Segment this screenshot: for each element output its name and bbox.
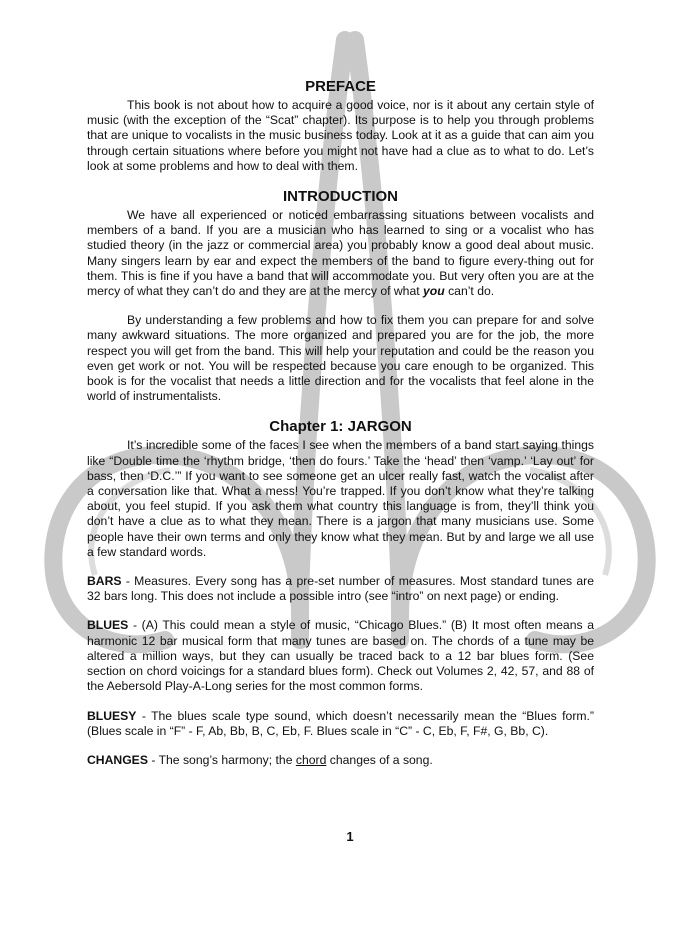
glossary-definition: - (A) This could mean a style of music, “Chicago Blues.” (B) It most often means a harmonic 12 bar musical form that many tunes are based on. The chords of a tune may be altered a million ways, but they can usually be traced back to a 12 bar blues form. (See section on chord voicings for a standard blues form). Check out Volumes 2, 42, 57, and 88 of the Aebersold Play-A-Long series for the most common forms. — [87, 618, 594, 694]
glossary-entry-bluesy — [87, 709, 594, 739]
glossary-term: BLUES — [87, 618, 129, 633]
chapter-1-heading: Chapter 1: JARGON — [269, 418, 412, 436]
glossary-term: BLUESY — [87, 708, 137, 723]
glossary-definition: - Measures. Every song has a pre-set number of measures. Most standard tunes are 32 bars long. This does not include a possible intro (see “intro” on next page) or ending. — [87, 574, 594, 604]
glossary-definition-end: changes of a song. — [326, 752, 433, 767]
glossary-definition: - The blues scale type sound, which doesn’t necessarily mean the “Blues form.” (Blues scale in “F” - F, Ab, Bb, B, C, Eb, F. Blues scale in “C” - C, Eb, F, F#, G, Bb, C). — [87, 708, 594, 738]
glossary-entry-changes — [87, 753, 594, 768]
glossary-entry-bars — [87, 574, 594, 604]
introduction-paragraph-1-end: can’t do. — [448, 284, 495, 299]
emphasis-you: you — [423, 284, 445, 299]
introduction-paragraph-1 — [87, 208, 594, 299]
document-page — [87, 78, 594, 768]
introduction-paragraph-1-text: We have all experienced or noticed embarrassing situations between vocalists and members of a band. If you are a musician who has learned to sing or a vocalist who has studied theory (in the jazz or commercial area) you probably know a good deal about music. Many singers learn by ear and expect the members of the band to figure every-thing out for them. This is fine if you have a band that will accommodate you. But very often you are at the mercy of what they can’t do and they are at the mercy of what — [87, 208, 594, 299]
preface-heading: PREFACE — [305, 78, 376, 95]
introduction-heading: INTRODUCTION — [283, 188, 398, 206]
preface-body: This book is not about how to acquire a good voice, nor is it about any certain style of music (with the exception of the “Scat” chapter). Its purpose is to help you through problems that are unique to vocalists in the music business today. Look at it as a guide that can aim you through certain situations where before you might not have had a clue as to what to do. Let’s look at some problems and how to deal with them. — [87, 98, 594, 173]
glossary-term: CHANGES — [87, 752, 148, 767]
underlined-word-chord: chord — [295, 752, 327, 767]
page-number: 1 — [346, 829, 354, 844]
glossary-term: BARS — [87, 574, 122, 589]
glossary-entry-blues — [87, 618, 594, 694]
introduction-paragraph-2: By understanding a few problems and how to fix them you can prepare for and solve many awkward situations. The more organized and prepared you are for the job, the more respect you will get from the band. This will help your reputation and could be the reason you even get work or not. You will be respected because you care enough to be organized. This book is for the vocalist that needs a little direction and for the vocalists that feel alone in the world of instrumentalists. — [87, 313, 594, 404]
glossary-definition: - The song’s harmony; the — [147, 752, 296, 767]
chapter-1-intro: It’s incredible some of the faces I see when the members of a band start saying things like “Double time the ‘rhythm bridge, ‘then do fours.’ Take the ‘head’ then ‘vamp.’ ‘Lay out’ for bass, then ‘D.C.’” If you want to see someone get an ulcer really fast, watch the vocalist after a conversation like that. What a mess! You’re trapped. If you don’t know what they’re talking about, you feel stupid. If you ask them what country this language is from, they’ll think you don’t have a clue as to what they mean. There is a jargon that many musicians use. Some people have their own terms and only they know what they mean. But by and large we all use a few standard words. — [87, 438, 594, 559]
